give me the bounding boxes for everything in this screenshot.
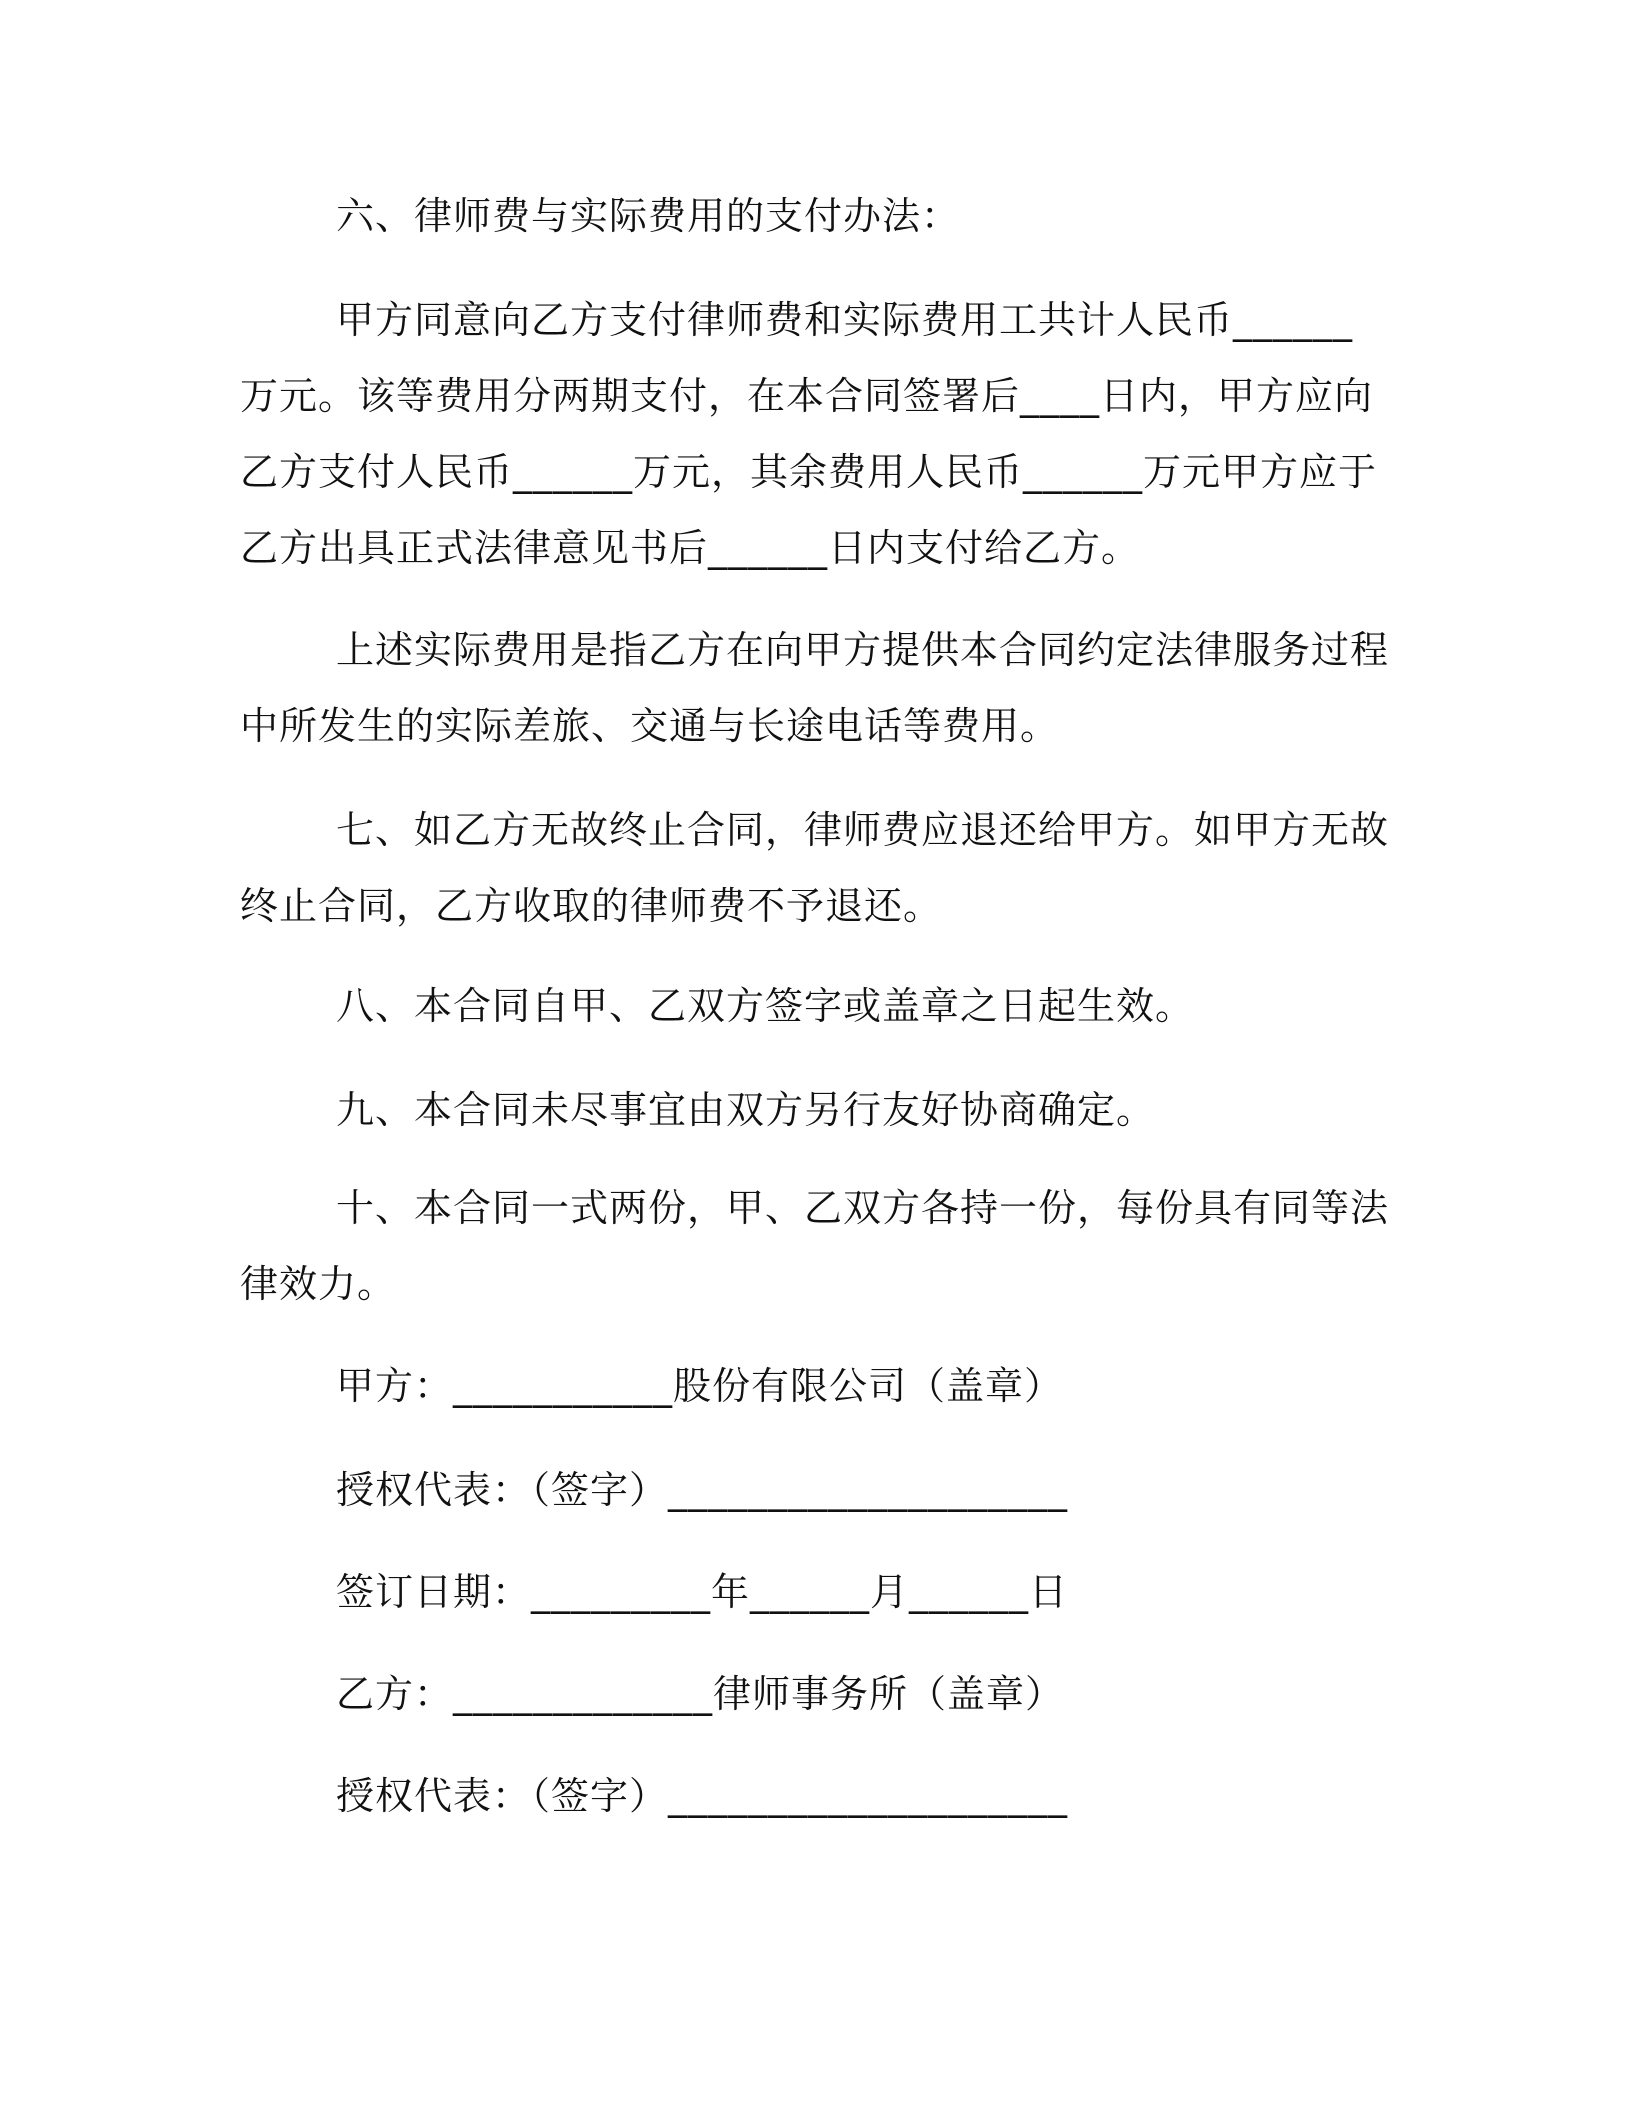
party-a-line: 甲方：___________股份有限公司（盖章）: [336, 1364, 1064, 1408]
party-b-line: 乙方：_____________律师事务所（盖章）: [336, 1672, 1065, 1716]
signing-date-line: 签订日期：_________年______月______日: [336, 1570, 1069, 1614]
party-b-representative-line: 授权代表：（签字）____________________: [336, 1774, 1069, 1818]
section-10-paragraph: 十、本合同一式两份，甲、乙双方各持一份，每份具有同等法律效力。: [240, 1186, 1390, 1306]
section-8-paragraph: 八、本合同自甲、乙双方签字或盖章之日起生效。: [336, 984, 1195, 1028]
section-6-expenses-paragraph: 上述实际费用是指乙方在向甲方提供本合同约定法律服务过程中所发生的实际差旅、交通与长途电话等费用。: [240, 628, 1390, 748]
section-9-paragraph: 九、本合同未尽事宜由双方另行友好协商确定。: [336, 1088, 1156, 1132]
party-a-representative-line: 授权代表：（签字）____________________: [336, 1468, 1069, 1512]
section-7-paragraph: 七、如乙方无故终止合同，律师费应退还给甲方。如甲方无故终止合同，乙方收取的律师费不予退还。: [240, 808, 1390, 928]
section-6-heading: 六、律师费与实际费用的支付办法：: [336, 194, 961, 238]
section-6-payment-paragraph: 甲方同意向乙方支付律师费和实际费用工共计人民币______万元。该等费用分两期支付，在本合同签署后____日内，甲方应向乙方支付人民币______万元，其余费用人民币______万元甲方应于乙方出具正式法律意见书后______日内支付给乙方。: [240, 298, 1378, 570]
